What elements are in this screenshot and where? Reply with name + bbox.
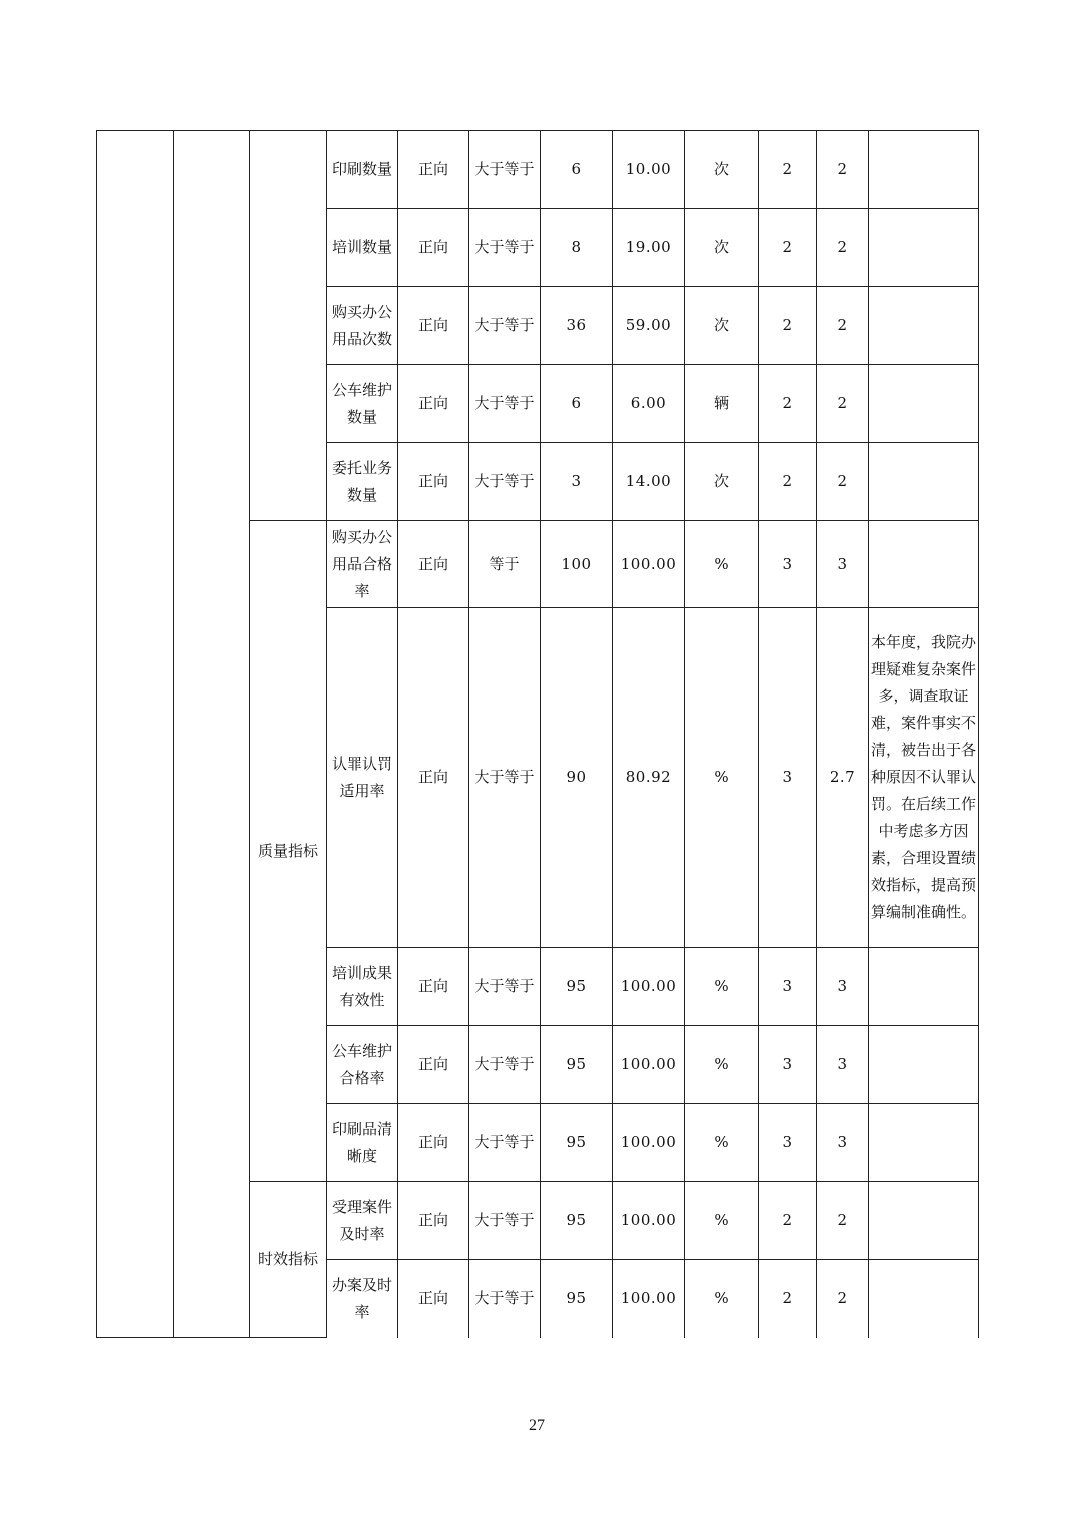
- indicator-name: 培训数量: [327, 209, 398, 287]
- indicator-actual: 100.00: [613, 1104, 685, 1182]
- indicator-unit: %: [685, 1260, 759, 1338]
- category-cell-level1: [97, 131, 174, 1338]
- indicator-actual: 59.00: [613, 287, 685, 365]
- indicator-name: 委托业务数量: [327, 443, 398, 521]
- indicator-weight: 2: [759, 131, 817, 209]
- indicator-note: [869, 287, 979, 365]
- indicator-name: 认罪认罚适用率: [327, 608, 398, 948]
- indicator-weight: 2: [759, 443, 817, 521]
- indicator-target: 6: [541, 131, 613, 209]
- indicator-weight: 3: [759, 1104, 817, 1182]
- indicator-target: 95: [541, 948, 613, 1026]
- table-row: [97, 131, 979, 209]
- indicator-unit: 次: [685, 287, 759, 365]
- indicator-score: 3: [817, 1026, 869, 1104]
- indicator-direction: 正向: [398, 1104, 469, 1182]
- indicator-target: 6: [541, 365, 613, 443]
- indicator-weight: 2: [759, 209, 817, 287]
- indicator-score: 2: [817, 131, 869, 209]
- indicator-operator: 大于等于: [469, 131, 541, 209]
- indicator-name: 购买办公用品次数: [327, 287, 398, 365]
- indicator-name: 购买办公用品合格率: [327, 521, 398, 608]
- indicator-score: 3: [817, 521, 869, 608]
- indicator-name: 印刷品清晰度: [327, 1104, 398, 1182]
- indicator-direction: 正向: [398, 1260, 469, 1338]
- indicator-weight: 3: [759, 948, 817, 1026]
- indicator-actual: 80.92: [613, 608, 685, 948]
- indicator-weight: 2: [759, 365, 817, 443]
- indicator-operator: 大于等于: [469, 1260, 541, 1338]
- indicator-note: [869, 443, 979, 521]
- indicator-target: 36: [541, 287, 613, 365]
- indicator-weight: 2: [759, 287, 817, 365]
- indicator-operator: 大于等于: [469, 287, 541, 365]
- indicator-score: 2: [817, 443, 869, 521]
- indicator-target: 95: [541, 1026, 613, 1104]
- indicator-name: 公车维护合格率: [327, 1026, 398, 1104]
- indicator-unit: %: [685, 608, 759, 948]
- indicator-target: 90: [541, 608, 613, 948]
- indicator-actual: 6.00: [613, 365, 685, 443]
- performance-table: [96, 130, 979, 1338]
- indicator-unit: %: [685, 1104, 759, 1182]
- indicator-actual: 100.00: [613, 948, 685, 1026]
- indicator-note: 本年度，我院办理疑难复杂案件多，调查取证难，案件事实不清，被告出于各种原因不认罪认罚。在后续工作中考虑多方因素，合理设置绩效指标，提高预算编制准确性。: [869, 608, 979, 948]
- indicator-group-quantity: [250, 131, 327, 521]
- indicator-operator: 大于等于: [469, 209, 541, 287]
- indicator-score: 3: [817, 1104, 869, 1182]
- indicator-name: 培训成果有效性: [327, 948, 398, 1026]
- indicator-unit: %: [685, 948, 759, 1026]
- indicator-operator: 大于等于: [469, 1026, 541, 1104]
- indicator-unit: 次: [685, 209, 759, 287]
- indicator-actual: 100.00: [613, 1182, 685, 1260]
- indicator-direction: 正向: [398, 608, 469, 948]
- indicator-operator: 大于等于: [469, 1182, 541, 1260]
- indicator-direction: 正向: [398, 948, 469, 1026]
- indicator-operator: 大于等于: [469, 608, 541, 948]
- indicator-name: 印刷数量: [327, 131, 398, 209]
- indicator-name: 公车维护数量: [327, 365, 398, 443]
- indicator-score: 2: [817, 287, 869, 365]
- indicator-actual: 10.00: [613, 131, 685, 209]
- indicator-note: [869, 521, 979, 608]
- indicator-weight: 3: [759, 608, 817, 948]
- indicator-score: 2: [817, 365, 869, 443]
- indicator-direction: 正向: [398, 365, 469, 443]
- indicator-actual: 100.00: [613, 1260, 685, 1338]
- indicator-operator: 大于等于: [469, 443, 541, 521]
- indicator-note: [869, 131, 979, 209]
- indicator-target: 8: [541, 209, 613, 287]
- indicator-actual: 100.00: [613, 1026, 685, 1104]
- indicator-note: [869, 948, 979, 1026]
- indicator-note: [869, 365, 979, 443]
- indicator-target: 95: [541, 1104, 613, 1182]
- indicator-note: [869, 209, 979, 287]
- page-number: 27: [529, 1417, 545, 1434]
- indicator-target: 3: [541, 443, 613, 521]
- indicator-weight: 2: [759, 1182, 817, 1260]
- indicator-note: [869, 1260, 979, 1338]
- indicator-note: [869, 1182, 979, 1260]
- indicator-direction: 正向: [398, 1182, 469, 1260]
- indicator-direction: 正向: [398, 521, 469, 608]
- indicator-score: 3: [817, 948, 869, 1026]
- indicator-direction: 正向: [398, 209, 469, 287]
- indicator-target: 100: [541, 521, 613, 608]
- indicator-unit: %: [685, 1182, 759, 1260]
- indicator-unit: %: [685, 521, 759, 608]
- indicator-target: 95: [541, 1182, 613, 1260]
- indicator-target: 95: [541, 1260, 613, 1338]
- indicator-score: 2: [817, 1182, 869, 1260]
- indicator-direction: 正向: [398, 287, 469, 365]
- indicator-direction: 正向: [398, 131, 469, 209]
- indicator-actual: 14.00: [613, 443, 685, 521]
- indicator-direction: 正向: [398, 1026, 469, 1104]
- indicator-unit: 辆: [685, 365, 759, 443]
- category-cell-level2: [174, 131, 250, 1338]
- indicator-score: 2: [817, 1260, 869, 1338]
- indicator-operator: 大于等于: [469, 1104, 541, 1182]
- indicator-operator: 大于等于: [469, 365, 541, 443]
- indicator-name: 办案及时率: [327, 1260, 398, 1338]
- indicator-score: 2: [817, 209, 869, 287]
- indicator-unit: 次: [685, 131, 759, 209]
- indicator-weight: 2: [759, 1260, 817, 1338]
- indicator-weight: 3: [759, 521, 817, 608]
- indicator-operator: 大于等于: [469, 948, 541, 1026]
- indicator-unit: %: [685, 1026, 759, 1104]
- indicator-direction: 正向: [398, 443, 469, 521]
- indicator-score: 2.7: [817, 608, 869, 948]
- indicator-name: 受理案件及时率: [327, 1182, 398, 1260]
- indicator-note: [869, 1026, 979, 1104]
- indicator-actual: 100.00: [613, 521, 685, 608]
- indicator-unit: 次: [685, 443, 759, 521]
- indicator-actual: 19.00: [613, 209, 685, 287]
- indicator-operator: 等于: [469, 521, 541, 608]
- indicator-group-timeliness: 时效指标: [250, 1182, 327, 1338]
- indicator-group-quality: 质量指标: [250, 521, 327, 1182]
- indicator-weight: 3: [759, 1026, 817, 1104]
- indicator-note: [869, 1104, 979, 1182]
